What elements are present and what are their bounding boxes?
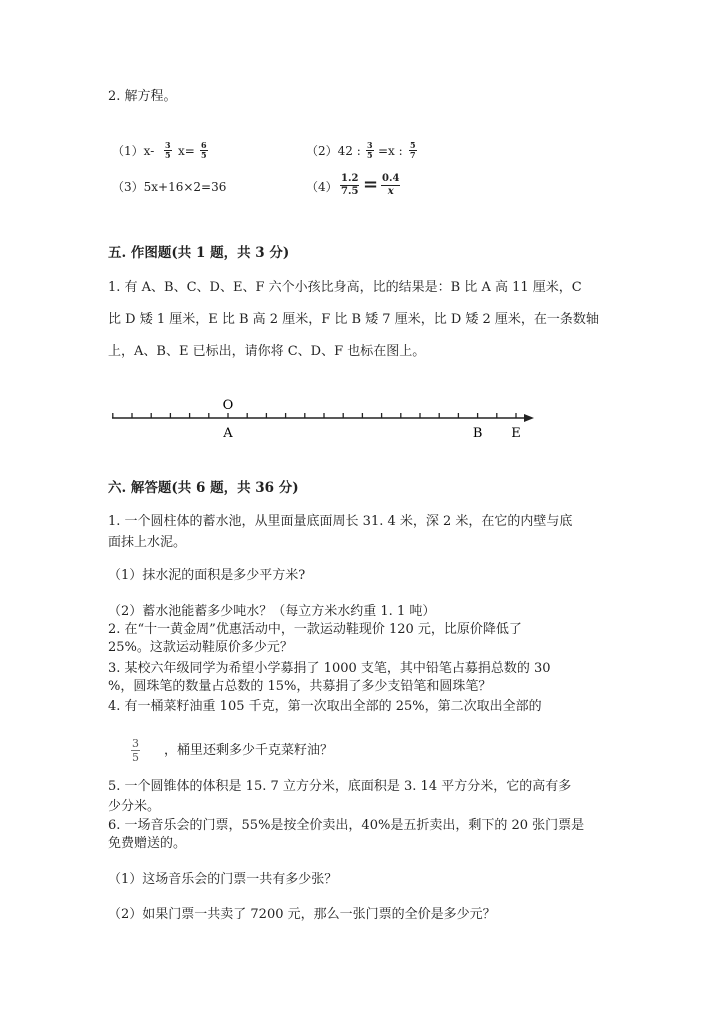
equation-1-prefix: （1）x- xyxy=(112,144,155,158)
fraction-denominator: 7.5 xyxy=(341,186,359,197)
section-5-title: 五. 作图题(共 1 题，共 3 分) xyxy=(108,245,290,261)
section-6-question-2-line-1: 2. 在“十一黄金周”优惠活动中，一款运动鞋现价 120 元，比原价降低了 xyxy=(108,622,522,637)
section-6-question-1-line-2: 面抹上水泥。 xyxy=(108,535,187,550)
number-line-arrow xyxy=(524,414,534,422)
section-6-question-6-sub-2: （2）如果门票一共卖了 7200 元，那么一张门票的全价是多少元？ xyxy=(108,907,496,922)
section-6-question-3-line-2: %，圆珠笔的数量占总数的 15%，共募捐了多少支铅笔和圆珠笔？ xyxy=(108,679,492,694)
equation-4-prefix: （4） xyxy=(306,180,338,194)
fraction-numerator: 5 xyxy=(410,140,416,150)
fraction-numerator: 0.4 xyxy=(382,173,400,184)
equation-2-middle: =x : xyxy=(378,144,403,158)
equation-4-equals: = xyxy=(363,174,379,195)
fraction-denominator: 5 xyxy=(132,751,139,764)
fraction-denominator: 5 xyxy=(367,150,373,160)
section-6-question-6-line-1: 6. 一场音乐会的门票，55%是按全价卖出，40%是五折卖出，剩下的 20 张门票是 xyxy=(108,818,585,833)
section-6-question-4-line-1: 4. 有一桶菜籽油重 105 千克，第一次取出全部的 25%，第二次取出全部的 xyxy=(108,699,542,714)
section-6-question-6-sub-1: （1）这场音乐会的门票一共有多少张？ xyxy=(108,872,338,887)
number-line-label-e: E xyxy=(511,426,521,441)
section-6-question-2-line-2: 25%。这款运动鞋原价多少元？ xyxy=(108,640,293,655)
origin-label: O xyxy=(222,398,234,413)
section-6-question-1-sub-2: （2）蓄水池能蓄多少吨水？（每立方米水约重 1. 1 吨） xyxy=(108,604,436,619)
fraction-denominator: 5 xyxy=(165,150,171,160)
section-6-question-5-line-1: 5. 一个圆锥体的体积是 15. 7 立方分米，底面积是 3. 14 平方分米，它的高有多 xyxy=(108,779,572,794)
section-6-question-1-sub-1: （1）抹水泥的面积是多少平方米? xyxy=(108,568,306,583)
fraction-numerator: 3 xyxy=(165,140,171,150)
section-6-question-1-line-1: 1. 一个圆柱体的蓄水池，从里面量底面周长 31. 4 米，深 2 米，在它的内壁与底 xyxy=(108,514,573,529)
fraction-denominator: x xyxy=(387,186,394,197)
number-line-label-a: A xyxy=(223,426,233,441)
fraction-numerator: 3 xyxy=(367,140,373,150)
section-6-question-3-line-1: 3. 某校六年级同学为希望小学募捐了 1000 支笔，其中铅笔占募捐总数的 30 xyxy=(108,661,551,676)
fraction-denominator: 7 xyxy=(410,150,416,160)
section-5-question-1-line-2: 比 D 矮 1 厘米，E 比 B 高 2 厘米，F 比 B 矮 7 厘米，比 D 矮 2 厘米，在一条数轴 xyxy=(108,312,599,327)
section-5-question-1-line-1: 1. 有 A、B、C、D、E、F 六个小孩比身高，比的结果是：B 比 A 高 11 厘米，C xyxy=(108,280,582,295)
fraction-numerator: 3 xyxy=(132,737,139,750)
number-line-label-b: B xyxy=(472,426,483,441)
equation-3: （3）5x+16×2=36 xyxy=(112,180,227,194)
section-6-question-6-line-2: 免费赠送的。 xyxy=(108,836,187,851)
fraction-numerator: 6 xyxy=(201,140,207,150)
section-5-question-1-line-3: 上，A、B、E 已标出，请你将 C、D、F 也标在图上。 xyxy=(108,344,426,359)
number-line-labels xyxy=(222,426,520,441)
section-6-title: 六. 解答题(共 6 题，共 36 分) xyxy=(108,480,299,496)
fraction-numerator: 1.2 xyxy=(341,173,359,184)
equation-1-middle: x= xyxy=(178,144,195,158)
equation-2-prefix: （2）42 : xyxy=(306,144,361,158)
section-6-question-5-line-2: 少分米。 xyxy=(108,799,161,814)
section-6-question-4-fraction xyxy=(131,737,140,764)
fraction-denominator: 5 xyxy=(201,150,207,160)
question-2-title: 2. 解方程。 xyxy=(108,89,177,104)
section-6-question-4-line-2: ，桶里还剩多少千克菜籽油？ xyxy=(164,743,334,758)
